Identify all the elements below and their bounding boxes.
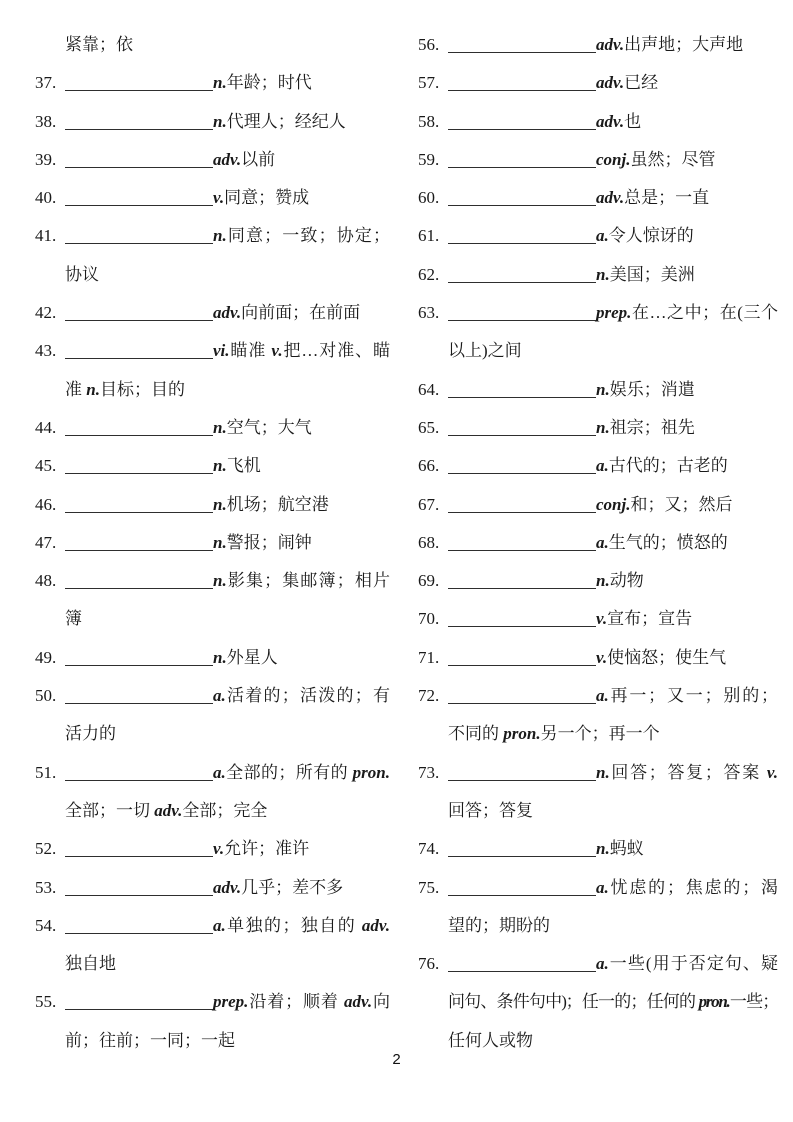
item-number: 44. [35, 417, 57, 437]
text-line [35, 217, 390, 255]
vocab-item [418, 486, 778, 524]
text-line [35, 371, 390, 409]
answer-blank[interactable] [448, 320, 596, 321]
answer-blank[interactable] [65, 243, 213, 244]
answer-blank[interactable] [65, 205, 213, 206]
item-number: 58. [418, 111, 440, 131]
text-line [418, 217, 778, 255]
text-line [418, 447, 778, 485]
item-number: 65. [418, 417, 440, 437]
part-of-speech-tag: n. [213, 456, 227, 476]
vocab-item [418, 26, 778, 64]
item-number: 57. [418, 73, 440, 93]
definition-text: 瞄准 [229, 341, 272, 361]
definition-text: 代理人；经纪人 [226, 111, 346, 131]
part-of-speech-tag: n. [596, 571, 610, 591]
text-line [35, 332, 390, 370]
part-of-speech-tag: a. [596, 877, 609, 897]
vocab-item [418, 371, 778, 409]
definition-text: 动物 [609, 571, 644, 591]
text-line [35, 64, 390, 102]
text-line [35, 409, 390, 447]
vocab-item [418, 600, 778, 638]
definition-text: 全部；一切 [65, 800, 155, 820]
vocab-item [35, 332, 390, 409]
text-line [35, 447, 390, 485]
item-number: 68. [418, 532, 440, 552]
answer-blank[interactable] [448, 780, 596, 781]
definition-text: 祖宗；祖先 [609, 417, 695, 437]
definition-text: 生气的；愤怒的 [608, 532, 728, 552]
definition-text: 全部；完全 [182, 800, 268, 820]
item-number: 67. [418, 494, 440, 514]
definition-text: 在…之中；在(三个 [631, 303, 778, 323]
text-line [418, 64, 778, 102]
vocab-item [35, 217, 390, 294]
vocab-item [418, 103, 778, 141]
definition-text: 机场；航空港 [226, 494, 329, 514]
vocab-item [418, 524, 778, 562]
definition-text: 古代的；古老的 [608, 456, 728, 476]
answer-blank[interactable] [65, 1009, 213, 1010]
part-of-speech-tag: adv. [596, 111, 625, 131]
vocab-item [35, 830, 390, 868]
item-number: 56. [418, 35, 440, 54]
item-number: 52. [35, 839, 57, 859]
answer-blank[interactable] [65, 90, 213, 91]
part-of-speech-tag: v. [596, 647, 608, 667]
answer-blank[interactable] [65, 358, 213, 359]
item-number: 60. [418, 188, 440, 208]
part-of-speech-tag: n. [213, 494, 227, 514]
vocab-item [35, 447, 390, 485]
part-of-speech-tag: adv. [213, 149, 242, 169]
item-number: 70. [418, 609, 440, 629]
item-number: 54. [35, 915, 57, 935]
definition-text: 同意；一致；协定； [226, 226, 390, 246]
answer-blank[interactable] [448, 895, 596, 896]
vocab-item [35, 677, 390, 754]
vocab-item [418, 217, 778, 255]
definition-text: 问句、条件句中)；任一的；任何的 [448, 992, 699, 1012]
text-line [418, 179, 778, 217]
part-of-speech-tag: vi. [213, 341, 230, 361]
vocab-item [35, 907, 390, 984]
text-line [35, 639, 390, 677]
part-of-speech-tag: n. [213, 226, 227, 246]
definition-text: 紧靠；依 [65, 35, 133, 54]
answer-blank[interactable] [65, 588, 213, 589]
definition-text: 回答；答复 [448, 800, 533, 820]
part-of-speech-tag: a. [213, 686, 226, 706]
definition-text: 年龄；时代 [226, 73, 312, 93]
part-of-speech-tag: n. [596, 379, 610, 399]
text-line [35, 830, 390, 868]
definition-text: 忧虑的；焦虑的；渴 [608, 877, 778, 897]
text-line [418, 332, 778, 370]
answer-blank[interactable] [65, 435, 213, 436]
part-of-speech-tag: a. [596, 532, 609, 552]
part-of-speech-tag: n. [213, 417, 227, 437]
vocab-item [35, 486, 390, 524]
column-right [418, 26, 778, 1060]
answer-blank[interactable] [448, 90, 596, 91]
vocab-item [418, 179, 778, 217]
text-line [35, 600, 390, 638]
text-line [35, 907, 390, 945]
item-number: 39. [35, 149, 57, 169]
definition-text: 宣布；宣告 [607, 609, 693, 629]
text-line [418, 371, 778, 409]
definition-text: 回答；答复；答案 [609, 762, 767, 782]
answer-blank[interactable] [65, 129, 213, 130]
definition-text: 准 [65, 379, 87, 399]
definition-text: 协议 [65, 264, 99, 284]
answer-blank[interactable] [65, 550, 213, 551]
vocab-item [418, 141, 778, 179]
item-number: 47. [35, 532, 57, 552]
part-of-speech-tag: a. [596, 456, 609, 476]
part-of-speech-tag: pron. [698, 992, 730, 1012]
definition-text: 娱乐；消遣 [609, 379, 695, 399]
definition-text: 几乎；差不多 [241, 877, 344, 897]
part-of-speech-tag: v. [766, 762, 778, 782]
vocab-item [418, 64, 778, 102]
answer-blank[interactable] [448, 205, 596, 206]
item-number: 69. [418, 571, 440, 591]
text-line [35, 524, 390, 562]
column-left [35, 26, 390, 1060]
answer-blank[interactable] [448, 588, 596, 589]
item-number: 74. [418, 839, 440, 859]
item-number: 64. [418, 379, 440, 399]
item-number: 76. [418, 954, 440, 974]
part-of-speech-tag: v. [213, 188, 225, 208]
text-line [418, 792, 778, 830]
item-number: 63. [418, 303, 440, 323]
item-number: 62. [418, 264, 440, 284]
text-line [35, 103, 390, 141]
definition-text: 独自地 [65, 954, 116, 974]
text-line [418, 945, 778, 983]
item-number: 61. [418, 226, 440, 246]
item-number: 72. [418, 686, 440, 706]
vocab-item [418, 409, 778, 447]
answer-blank[interactable] [65, 933, 213, 934]
vocab-item [418, 562, 778, 600]
item-number: 59. [418, 149, 440, 169]
vocab-item [418, 447, 778, 485]
text-line [418, 677, 778, 715]
definition-text: 向前面；在前面 [241, 303, 361, 323]
answer-blank[interactable] [65, 473, 213, 474]
text-line [418, 141, 778, 179]
part-of-speech-tag: pron. [352, 762, 390, 782]
part-of-speech-tag: a. [596, 226, 609, 246]
answer-blank[interactable] [448, 435, 596, 436]
vocab-item [35, 869, 390, 907]
answer-blank[interactable] [448, 282, 596, 283]
answer-blank[interactable] [448, 703, 596, 704]
vocab-item [35, 64, 390, 102]
answer-blank[interactable] [448, 665, 596, 666]
text-line [418, 486, 778, 524]
text-line [418, 830, 778, 868]
answer-blank[interactable] [65, 780, 213, 781]
answer-blank[interactable] [65, 703, 213, 704]
definition-text: 已经 [624, 73, 659, 93]
text-line [35, 486, 390, 524]
part-of-speech-tag: conj. [596, 149, 631, 169]
item-number: 46. [35, 494, 57, 514]
definition-text: 虽然；尽管 [630, 149, 716, 169]
definition-text: 全部的；所有的 [225, 762, 353, 782]
definition-text: 美国；美洲 [609, 264, 695, 284]
item-number: 73. [418, 762, 440, 782]
text-line [418, 907, 778, 945]
vocab-item [35, 141, 390, 179]
text-line [35, 945, 390, 983]
definition-text: 望的；期盼的 [448, 915, 550, 935]
definition-text: 活着的；活泼的；有 [225, 686, 390, 706]
part-of-speech-tag: adv. [596, 188, 625, 208]
answer-blank[interactable] [448, 52, 596, 53]
answer-blank[interactable] [65, 856, 213, 857]
item-number: 50. [35, 686, 57, 706]
answer-blank[interactable] [65, 167, 213, 168]
text-line [418, 562, 778, 600]
text-line [35, 869, 390, 907]
definition-text: 令人惊讶的 [608, 226, 694, 246]
vocab-item [35, 983, 390, 1060]
item-number: 45. [35, 456, 57, 476]
definition-text: 不同的 [448, 724, 504, 744]
text-line [418, 600, 778, 638]
definition-text: 另一个；再一个 [540, 724, 660, 744]
item-number: 48. [35, 571, 57, 591]
vocab-item [418, 677, 778, 754]
part-of-speech-tag: v. [596, 609, 608, 629]
definition-text: 活力的 [65, 724, 116, 744]
definition-text: 再一；又一；别的； [608, 686, 778, 706]
definition-text: 允许；准许 [224, 839, 310, 859]
part-of-speech-tag: n. [213, 571, 227, 591]
definition-text: 一些(用于否定句、疑 [608, 954, 778, 974]
item-number: 51. [35, 762, 57, 782]
item-number: 41. [35, 226, 57, 246]
part-of-speech-tag: n. [86, 379, 100, 399]
part-of-speech-tag: n. [596, 417, 610, 437]
definition-text: 和；又；然后 [630, 494, 733, 514]
vocab-item [35, 294, 390, 332]
answer-blank[interactable] [448, 512, 596, 513]
vocab-item [35, 409, 390, 447]
text-line [418, 983, 778, 1021]
part-of-speech-tag: a. [596, 686, 609, 706]
text-line [35, 715, 390, 753]
definition-text: 以上)之间 [448, 341, 522, 361]
definition-text: 飞机 [226, 456, 261, 476]
vocab-item [35, 103, 390, 141]
definition-text: 单独的；独自的 [225, 915, 362, 935]
answer-blank[interactable] [448, 397, 596, 398]
vocab-item [418, 256, 778, 294]
part-of-speech-tag: n. [596, 839, 610, 859]
part-of-speech-tag: v. [271, 341, 283, 361]
vocab-item-continuation [35, 26, 390, 64]
item-number: 43. [35, 341, 57, 361]
part-of-speech-tag: prep. [596, 303, 632, 323]
item-number: 42. [35, 303, 57, 323]
definition-text: 使恼怒；使生气 [607, 647, 727, 667]
text-line [35, 792, 390, 830]
definition-text: 沿着；顺着 [248, 992, 344, 1012]
part-of-speech-tag: a. [596, 954, 609, 974]
vocab-item [418, 639, 778, 677]
vocab-item [35, 562, 390, 639]
definition-text: 同意；赞成 [224, 188, 310, 208]
definition-text: 影集；集邮簿；相片 [226, 571, 390, 591]
part-of-speech-tag: n. [213, 111, 227, 131]
vocab-item [418, 869, 778, 946]
part-of-speech-tag: n. [213, 532, 227, 552]
text-line [35, 294, 390, 332]
definition-text: 把…对准、瞄 [282, 341, 391, 361]
text-line [418, 294, 778, 332]
text-line [418, 103, 778, 141]
answer-blank[interactable] [448, 129, 596, 130]
vocab-item [418, 294, 778, 371]
text-line [35, 141, 390, 179]
text-line [35, 256, 390, 294]
text-line [35, 26, 390, 64]
text-line [418, 715, 778, 753]
item-number: 66. [418, 456, 440, 476]
definition-text: 外星人 [226, 647, 278, 667]
part-of-speech-tag: v. [213, 839, 225, 859]
definition-text: 出声地；大声地 [624, 35, 744, 54]
answer-blank[interactable] [448, 626, 596, 627]
text-line [418, 26, 778, 64]
vocab-item [35, 179, 390, 217]
definition-text: 前；往前；一同；一起 [65, 1030, 235, 1050]
item-number: 75. [418, 877, 440, 897]
item-number: 49. [35, 647, 57, 667]
text-line [418, 524, 778, 562]
item-number: 55. [35, 992, 57, 1012]
part-of-speech-tag: adv. [596, 35, 625, 54]
text-line [418, 256, 778, 294]
part-of-speech-tag: n. [596, 264, 610, 284]
item-number: 53. [35, 877, 57, 897]
answer-blank[interactable] [65, 320, 213, 321]
definition-text: 总是；一直 [624, 188, 710, 208]
part-of-speech-tag: n. [596, 762, 610, 782]
definition-text: 簿 [65, 609, 82, 629]
definition-text: 向 [372, 992, 391, 1012]
definition-text: 蚂蚁 [609, 839, 644, 859]
part-of-speech-tag: adv. [213, 877, 242, 897]
part-of-speech-tag: adv. [343, 992, 373, 1012]
part-of-speech-tag: a. [213, 915, 226, 935]
part-of-speech-tag: n. [213, 647, 227, 667]
answer-blank[interactable] [448, 473, 596, 474]
part-of-speech-tag: adv. [361, 915, 390, 935]
text-line [418, 869, 778, 907]
item-number: 37. [35, 73, 57, 93]
definition-text: 警报；闹钟 [226, 532, 312, 552]
part-of-speech-tag: adv. [154, 800, 183, 820]
answer-blank[interactable] [65, 512, 213, 513]
text-line [35, 754, 390, 792]
definition-text: 目标；目的 [99, 379, 185, 399]
definition-text: 也 [624, 111, 642, 131]
vocab-item [35, 639, 390, 677]
part-of-speech-tag: adv. [596, 73, 625, 93]
text-line [35, 983, 390, 1021]
vocab-item [418, 830, 778, 868]
answer-blank[interactable] [448, 243, 596, 244]
answer-blank[interactable] [448, 167, 596, 168]
page-number: 2 [392, 1051, 401, 1068]
text-line [418, 409, 778, 447]
answer-blank[interactable] [448, 856, 596, 857]
part-of-speech-tag: a. [213, 762, 226, 782]
vocab-item [418, 945, 778, 1060]
definition-text: 以前 [241, 149, 276, 169]
item-number: 40. [35, 188, 57, 208]
item-number: 71. [418, 647, 440, 667]
answer-blank[interactable] [65, 665, 213, 666]
vocab-item [418, 754, 778, 831]
definition-text: 任何人或物 [448, 1030, 533, 1050]
part-of-speech-tag: adv. [213, 303, 242, 323]
text-line [35, 562, 390, 600]
answer-blank[interactable] [448, 971, 596, 972]
vocab-item [35, 754, 390, 831]
answer-blank[interactable] [65, 895, 213, 896]
vocab-item [35, 524, 390, 562]
definition-text: 一些； [729, 992, 778, 1012]
definition-text: 空气；大气 [226, 417, 312, 437]
answer-blank[interactable] [448, 550, 596, 551]
part-of-speech-tag: pron. [503, 724, 541, 744]
item-number: 38. [35, 111, 57, 131]
text-line [35, 179, 390, 217]
text-line [418, 754, 778, 792]
text-line [35, 677, 390, 715]
part-of-speech-tag: prep. [213, 992, 249, 1012]
text-line [418, 639, 778, 677]
part-of-speech-tag: conj. [596, 494, 631, 514]
part-of-speech-tag: n. [213, 73, 227, 93]
